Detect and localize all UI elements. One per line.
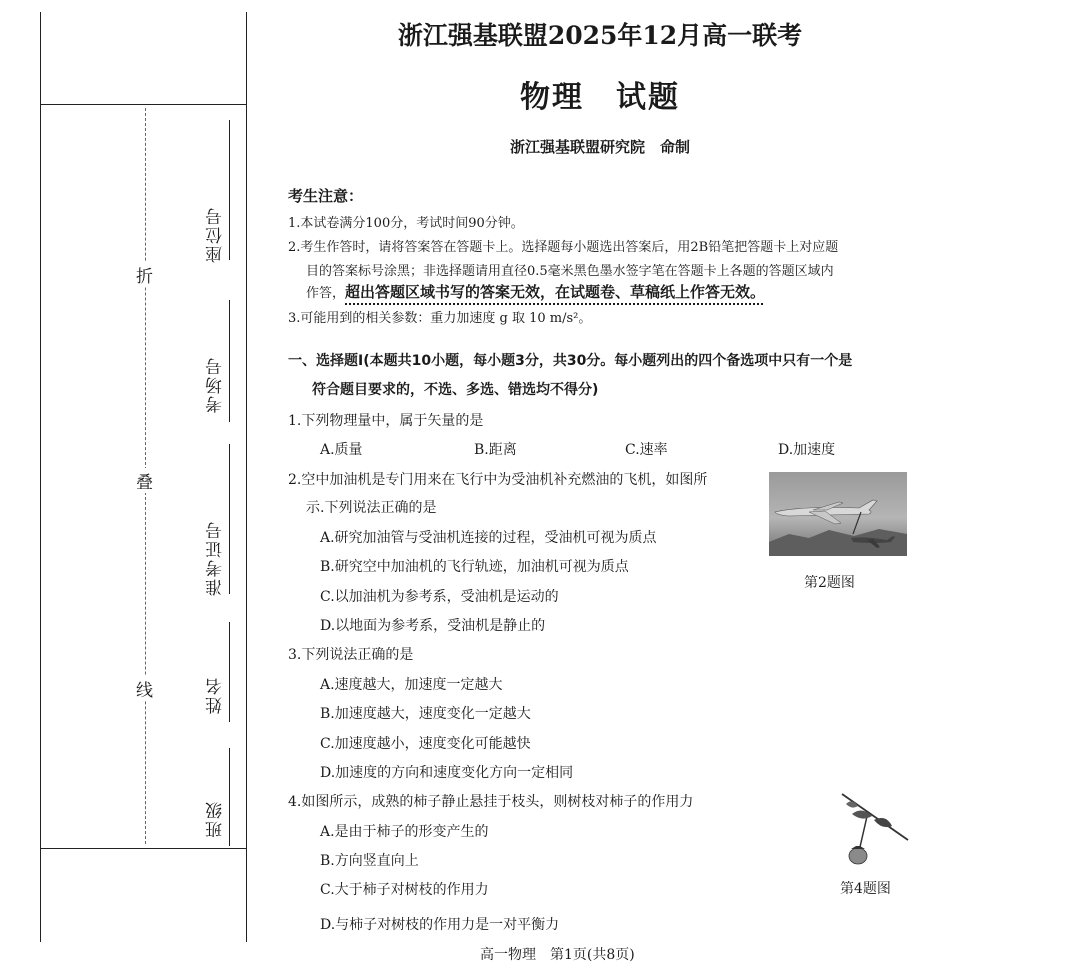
q4-option-b[interactable]: B.方向竖直向上 [320,853,419,869]
q2-stem-line-2: 示.下列说法正确的是 [306,500,437,516]
q2-option-c[interactable]: C.以加油机为参考系，受油机是运动的 [320,589,559,605]
q4-figure-persimmon-branch [838,792,910,870]
subject-title: 物理 试题 [520,80,680,115]
q2-stem-line-1: 2.空中加油机是专门用来在飞行中为受油机补充燃油的飞机，如图所 [288,472,708,488]
notice-item-2-line-2: 目的答案标号涂黑；非选择题请用直径0.5毫米黑色墨水签字笔在答题卡上各题的答题区域内 [306,264,834,279]
margin-left-rule [40,12,41,942]
q4-option-a[interactable]: A.是由于柿子的形变产生的 [320,824,489,840]
q2-option-b[interactable]: B.研究空中加油机的飞行轨迹，加油机可视为质点 [320,559,629,575]
fold-char-1: 折 [136,262,153,287]
q4-figure-caption: 第4题图 [840,881,891,897]
margin-bottom-rule [40,848,246,849]
exam-maker: 浙江强基联盟研究院 命制 [509,138,690,156]
section-1-line-2: 符合题目要求的，不选、多选、错选均不得分) [312,382,599,398]
notice-item-1: 1.本试卷满分100分，考试时间90分钟。 [288,216,524,231]
q2-option-d[interactable]: D.以地面为参考系，受油机是静止的 [320,618,546,634]
fold-char-2: 叠 [136,468,153,493]
q1-option-b[interactable]: B.距离 [474,442,517,458]
field-room-blank[interactable] [229,300,230,422]
q3-option-d[interactable]: D.加速度的方向和速度变化方向一定相同 [320,765,574,781]
q2-figure-refueling-aircraft [769,472,907,556]
field-seat-blank[interactable] [229,120,230,260]
field-room-label: 考场号 [206,356,226,413]
q2-option-a[interactable]: A.研究加油管与受油机连接的过程，受油机可视为质点 [320,530,657,546]
field-seat-label: 座位号 [206,206,226,263]
q4-option-d[interactable]: D.与柿子对树枝的作用力是一对平衡力 [320,917,560,933]
field-class-label: 班级 [206,800,226,838]
q4-stem: 4.如图所示，成熟的柿子静止悬挂于枝头，则树枝对柿子的作用力 [288,794,694,810]
q3-option-a[interactable]: A.速度越大，加速度一定越大 [320,677,503,693]
q1-option-a[interactable]: A.质量 [320,442,363,458]
notice-item-2-line-3 [306,281,765,302]
q4-option-c[interactable]: C.大于柿子对树枝的作用力 [320,882,489,898]
q1-option-d[interactable]: D.加速度 [778,442,836,458]
notice-emphasis: 超出答题区域书写的答案无效，在试题卷、草稿纸上作答无效。 [345,283,766,301]
notice-item-2-line-3-prefix: 作答， [306,286,346,301]
q1-option-c[interactable]: C.速率 [625,442,668,458]
notice-heading: 考生注意： [288,187,364,205]
field-class-blank[interactable] [229,748,230,846]
q3-stem: 3.下列说法正确的是 [288,647,414,663]
q3-option-b[interactable]: B.加速度越大，速度变化一定越大 [320,706,531,722]
field-exam-id-blank[interactable] [229,444,230,594]
exam-title: 浙江强基联盟2025年12月高一联考 [397,21,803,50]
margin-right-rule [246,12,247,942]
notice-item-2-line-1: 2.考生作答时，请将答案答在答题卡上。选择题每小题选出答案后，用2B铅笔把答题卡上对应题 [288,240,839,255]
field-exam-id-label: 准考证号 [206,520,226,596]
field-name-blank[interactable] [229,622,230,722]
margin-top-rule [40,104,246,105]
q1-stem: 1.下列物理量中，属于矢量的是 [288,413,484,429]
q3-option-c[interactable]: C.加速度越小，速度变化可能越快 [320,736,531,752]
notice-item-3: 3.可能用到的相关参数：重力加速度 g 取 10 m/s²。 [288,311,592,326]
field-name-label: 姓名 [206,676,226,714]
section-1-line-1: 一、选择题Ⅰ(本题共10小题，每小题3分，共30分。每小题列出的四个备选项中只有一个是 [288,353,853,369]
q2-figure-caption: 第2题图 [804,575,855,591]
page-footer: 高一物理 第1页(共8页) [480,947,635,963]
fold-char-3: 线 [136,676,153,701]
